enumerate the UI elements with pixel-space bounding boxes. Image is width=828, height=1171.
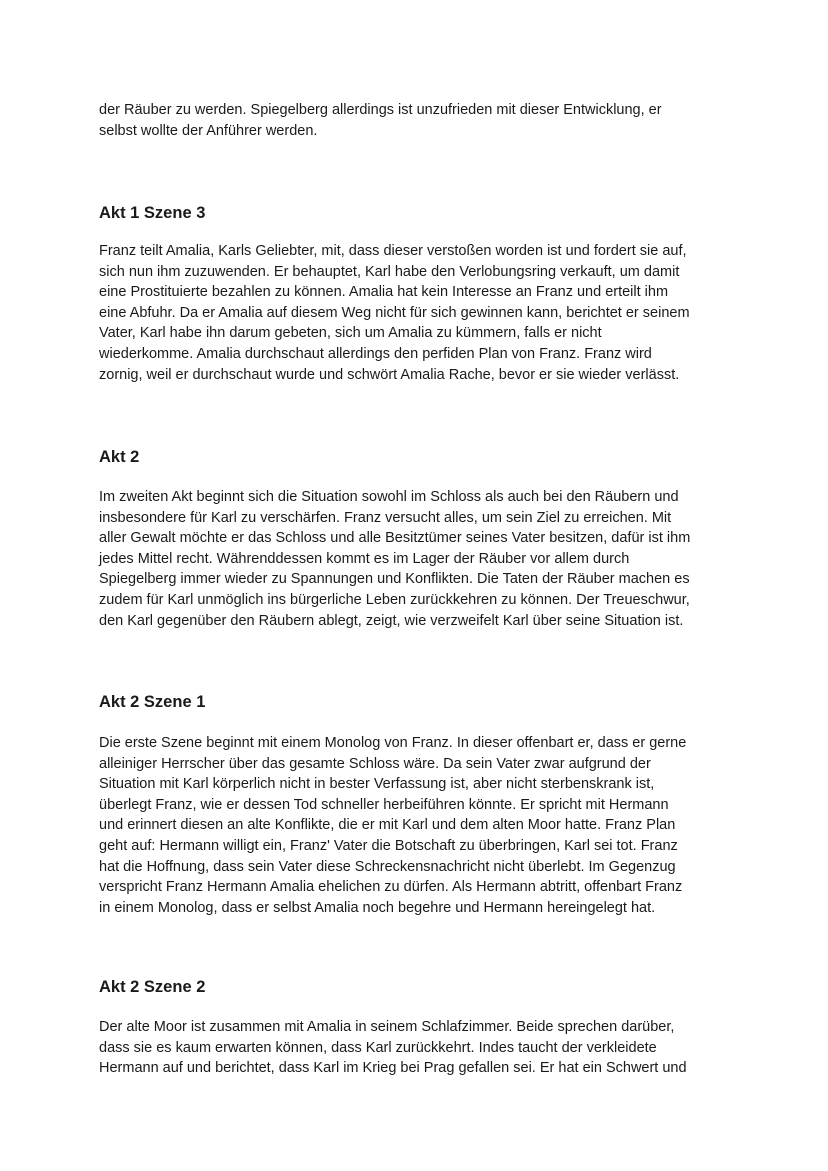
section-heading-akt2-szene1: Akt 2 Szene 1 [99, 693, 206, 711]
text-line: aller Gewalt möchte er das Schloss und alle Besitztümer seines Vater besitzen, dafür ist ihm [99, 530, 691, 547]
text-line: zudem für Karl unmöglich ins bürgerliche Leben zurückkehren zu können. Der Treueschwur, [99, 591, 690, 608]
text-line: sich nun ihm zuzuwenden. Er behauptet, Karl habe den Verlobungsring verkauft, um damit [99, 263, 680, 280]
text-line: jedes Mittel recht. Währenddessen kommt es im Lager der Räuber vor allem durch [99, 550, 630, 567]
text-line: Vater, Karl habe ihn darum gebeten, sich um Amalia zu kümmern, falls er nicht [99, 325, 602, 342]
text-line: den Karl gegenüber den Räubern ablegt, zeigt, wie verzweifelt Karl über seine Situation ist. [99, 612, 684, 629]
section-heading-akt2-szene2: Akt 2 Szene 2 [99, 978, 206, 996]
text-line: überlegt Franz, wie er dessen Tod schneller herbeiführen könnte. Er spricht mit Hermann [99, 796, 669, 813]
text-line: Die erste Szene beginnt mit einem Monolog von Franz. In dieser offenbart er, dass er gerne [99, 735, 687, 751]
text-line: insbesondere für Karl zu verschärfen. Franz versucht alles, um sein Ziel zu erreichen. Mit [99, 509, 672, 526]
text-line: der Räuber zu werden. Spiegelberg allerdings ist unzufrieden mit dieser Entwicklung, er [99, 102, 662, 118]
text-line: hat die Hoffnung, dass sein Vater diese Schreckensnachricht nicht überlebt. Im Gegenzug [99, 858, 676, 875]
section-paragraph-akt2 [99, 487, 739, 631]
text-line: zornig, weil er durchschaut wurde und schwört Amalia Rache, bevor er sie wieder verlässt. [99, 366, 680, 383]
text-line: in einem Monolog, dass er selbst Amalia noch begehre und Hermann hereingelegt hat. [99, 899, 656, 916]
text-line: verspricht Franz Hermann Amalia ehelichen zu dürfen. Als Hermann abtritt, offenbart Franz [99, 879, 683, 896]
text-line: Hermann auf und berichtet, dass Karl im Krieg bei Prag gefallen sei. Er hat ein Schwert und [99, 1060, 687, 1077]
text-line: dass sie es kaum erwarten können, dass Karl zurückkehrt. Indes taucht der verkleidete [99, 1039, 657, 1056]
text-line: Im zweiten Akt beginnt sich die Situation sowohl im Schloss als auch bei den Räubern und [99, 489, 679, 505]
section-paragraph-akt1-szene3 [99, 241, 739, 385]
section-heading-akt1-szene3: Akt 1 Szene 3 [99, 204, 206, 222]
text-line: und erinnert diesen an alte Konflikte, die er mit Karl und dem alten Moor hatte. Franz Plan [99, 817, 676, 834]
text-line: eine Prostituierte bezahlen zu können. Amalia hat kein Interesse an Franz und erteilt ihm [99, 284, 669, 301]
text-line: geht auf: Hermann willigt ein, Franz' Vater die Botschaft zu überbringen, Karl sei tot. Franz [99, 837, 678, 854]
text-line: eine Abfuhr. Da er Amalia auf diesem Weg nicht für sich gewinnen kann, berichtet er seinem [99, 304, 690, 321]
section-heading-akt2: Akt 2 [99, 448, 140, 466]
intro-paragraph [99, 100, 739, 141]
text-line: wiederkomme. Amalia durchschaut allerdings den perfiden Plan von Franz. Franz wird [99, 345, 652, 362]
text-line: selbst wollte der Anführer werden. [99, 122, 318, 139]
section-paragraph-akt2-szene2 [99, 1017, 739, 1079]
text-line: Franz teilt Amalia, Karls Geliebter, mit, dass dieser verstoßen worden ist und fordert sie auf, [99, 243, 687, 259]
text-line: Spiegelberg immer wieder zu Spannungen und Konflikten. Die Taten der Räuber machen es [99, 571, 690, 588]
text-line: Der alte Moor ist zusammen mit Amalia in seinem Schlafzimmer. Beide sprechen darüber, [99, 1019, 675, 1035]
text-line: Situation mit Karl körperlich nicht in bester Verfassung ist, aber nicht sterbenskrank ist, [99, 776, 655, 793]
section-paragraph-akt2-szene1 [99, 733, 739, 918]
text-line: alleiniger Herrscher über das gesamte Schloss wäre. Da sein Vater zwar aufgrund der [99, 755, 651, 772]
